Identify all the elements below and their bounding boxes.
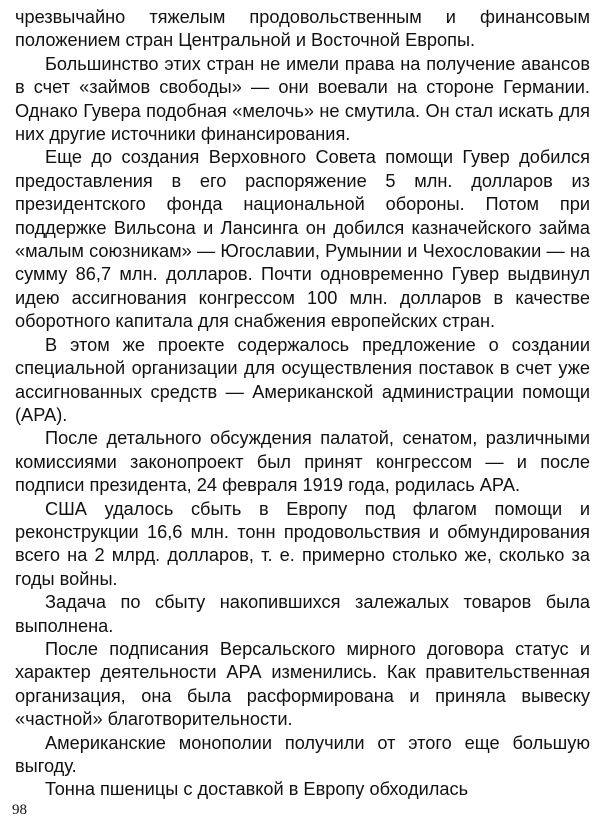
paragraph-wheat: Тонна пшеницы с доставкой в Европу обходилась [45, 779, 469, 800]
paragraph-task-done: Задача по сбыту накопившихся залежалых товаров была выполнена. [15, 592, 590, 636]
paragraph-liberty-loans: Большинство этих стран не имели права на получение авансов в счет «займов свободы» — они воевали на стороне Германии. Однако Гувера подобная «мелочь» не смутила. Он стал искать для них другие источники финансирования. [15, 53, 590, 145]
paragraph-financing: Еще до создания Верховного Совета помощи Гувер добился предоставления в его распоряжение 5 млн. долларов из президентского фонда национальной обороны. Потом при поддержке Вильсона и Лансинга он добился казначейского займа «малым союзникам» — Югославии, Румынии и Чехословакии — на сумму 86,7 млн. долларов. Почти одновременно Гувер выдвинул идею ассигнования конгрессом 100 млн. долларов в качестве оборотного капитала для снабжения европейских стран. [15, 147, 590, 332]
paragraph-ara-founded: После детального обсуждения палатой, сенатом, различными комиссиями законопроект был принят конгрессом — и после подписи президента, 24 февраля 1919 года, родилась АРА. [15, 428, 590, 496]
paragraph-ara-proposal: В этом же проекте содержалось предложение о создании специальной организации для осуществления поставок в счет уже ассигнованных средств — Американской администрации помощи (АРА). [15, 334, 590, 425]
paragraph-monopolies: Американские монополии получили от этого еще большую выгоду. [15, 732, 590, 776]
page-number: 98 [12, 802, 27, 818]
page-body [15, 6, 590, 802]
paragraph-usa-exports: США удалось сбыть в Европу под флагом помощи и реконструкции 16,6 млн. тонн продовольствия и обмундирования всего на 2 млрд. долларов, т. е. примерно столько же, сколько за годы войны. [15, 498, 590, 589]
paragraph-continuation: чрезвычайно тяжелым продовольственным и финансовым положением стран Центральной и Восточной Европы. [15, 7, 590, 51]
paragraph-versailles: После подписания Версальского мирного договора статус и характер деятельности АРА изменились. Как правительственная организация, она была расформирована и приняла вывеску «частной» благотворительности. [15, 638, 590, 730]
